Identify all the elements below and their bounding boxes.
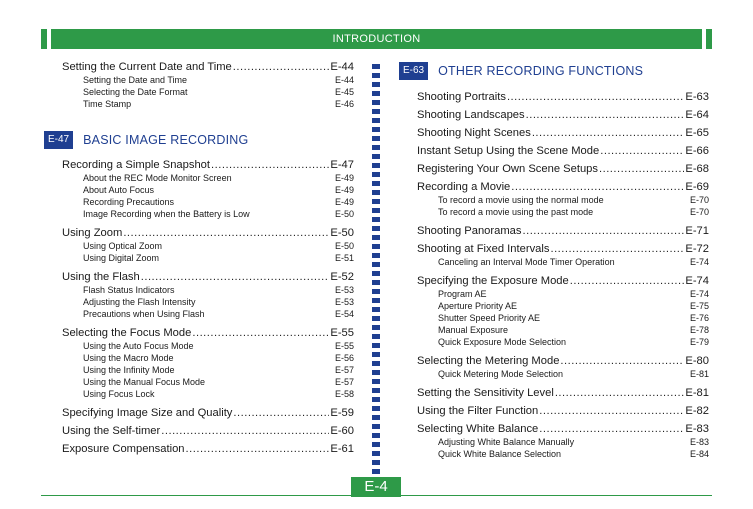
dot-leader (526, 108, 685, 122)
dot-leader (560, 354, 684, 368)
toc-entry-title: Using Focus Lock (83, 389, 155, 399)
toc-subentry[interactable] (62, 208, 354, 220)
toc-page-number: E-64 (685, 109, 709, 121)
toc-entry-title: Selecting the Focus Mode (62, 327, 192, 339)
toc-entry-title: Shooting Portraits (417, 91, 506, 103)
toc-page-number: E-75 (689, 301, 709, 311)
toc-page-number: E-72 (685, 243, 709, 255)
toc-entry-title: To record a movie using the normal mode (438, 195, 604, 205)
toc-entry-title: Using the Infinity Mode (83, 365, 175, 375)
toc-page-number: E-81 (689, 369, 709, 379)
toc-page-number: E-81 (685, 387, 709, 399)
toc-entry-title: Instant Setup Using the Scene Mode (417, 145, 600, 157)
toc-entry[interactable] (417, 108, 709, 122)
toc-entry[interactable] (62, 326, 354, 340)
page-header-title: INTRODUCTION (332, 33, 421, 45)
toc-subentry[interactable] (62, 364, 354, 376)
toc-subentry[interactable] (62, 296, 354, 308)
toc-entry-title: Using the Filter Function (417, 405, 539, 417)
toc-entry-title: Adjusting White Balance Manually (438, 437, 575, 447)
toc-entry-title: Quick Exposure Mode Selection (438, 337, 567, 347)
dot-leader (123, 226, 329, 240)
toc-entry-title: Setting the Date and Time (83, 75, 188, 85)
toc-entry-title: Specifying the Exposure Mode (417, 275, 569, 287)
toc-page-number: E-50 (330, 227, 354, 239)
dot-leader (555, 386, 685, 400)
toc-page-number: E-68 (685, 163, 709, 175)
dot-leader (233, 60, 330, 74)
toc-entry[interactable] (62, 406, 354, 420)
toc-entry[interactable] (417, 422, 709, 436)
toc-entry-title: Shooting Night Scenes (417, 127, 531, 139)
toc-subentry[interactable] (417, 312, 709, 324)
toc-entry-title: Manual Exposure (438, 325, 509, 335)
toc-entry-title: Registering Your Own Scene Setups (417, 163, 598, 175)
section-page-badge: E-63 (399, 62, 428, 80)
toc-subentry[interactable] (417, 300, 709, 312)
section-title: BASIC IMAGE RECORDING (83, 133, 249, 147)
toc-page-number: E-49 (334, 197, 354, 207)
toc-page-number: E-83 (689, 437, 709, 447)
toc-page-number: E-65 (685, 127, 709, 139)
toc-entry-title: Canceling an Interval Mode Timer Operation (438, 257, 615, 267)
toc-subentry[interactable] (417, 288, 709, 300)
toc-entry-title: Setting the Sensitivity Level (417, 387, 554, 399)
toc-entry-title: To record a movie using the past mode (438, 207, 594, 217)
dot-leader (186, 442, 330, 456)
toc-subentry[interactable] (417, 448, 709, 460)
toc-subentry[interactable] (62, 308, 354, 320)
toc-page-number: E-83 (685, 423, 709, 435)
toc-subentry[interactable] (417, 368, 709, 380)
dot-leader (550, 242, 684, 256)
dot-leader (532, 126, 685, 140)
toc-entry[interactable] (417, 386, 709, 400)
dot-leader (522, 224, 684, 238)
dot-leader (511, 180, 684, 194)
toc-entry-title: Selecting the Metering Mode (417, 355, 560, 367)
toc-entry[interactable] (417, 162, 709, 176)
toc-page-number: E-74 (689, 257, 709, 267)
header-bar-left-cap (41, 29, 47, 49)
toc-entry-title: Using Digital Zoom (83, 253, 160, 263)
toc-subentry[interactable] (62, 376, 354, 388)
toc-entry-title: Precautions when Using Flash (83, 309, 205, 319)
toc-entry-title: Recording Precautions (83, 197, 175, 207)
page-number-tab: E-4 (351, 477, 401, 497)
toc-entry-title: About Auto Focus (83, 185, 155, 195)
toc-page-number: E-69 (685, 181, 709, 193)
toc-page-number: E-50 (334, 209, 354, 219)
toc-entry-title: Using the Macro Mode (83, 353, 174, 363)
toc-entry-title: Recording a Movie (417, 181, 511, 193)
dot-leader (233, 406, 329, 420)
toc-page-number: E-76 (689, 313, 709, 323)
toc-entry[interactable] (62, 60, 354, 74)
toc-entry-title: Selecting the Date Format (83, 87, 188, 97)
toc-entry-title: Using the Auto Focus Mode (83, 341, 194, 351)
toc-page-number: E-74 (689, 289, 709, 299)
toc-entry[interactable] (62, 424, 354, 438)
toc-entry[interactable] (417, 242, 709, 256)
toc-entry-title: Program AE (438, 289, 487, 299)
toc-page-number: E-66 (685, 145, 709, 157)
toc-entry-title: Shooting Panoramas (417, 225, 522, 237)
toc-entry-title: Using Zoom (62, 227, 123, 239)
toc-page-number: E-49 (334, 185, 354, 195)
toc-entry-title: Setting the Current Date and Time (62, 61, 232, 73)
toc-page-number: E-78 (689, 325, 709, 335)
dot-leader (600, 144, 684, 158)
toc-page-number: E-52 (330, 271, 354, 283)
toc-page-number: E-47 (330, 159, 354, 171)
toc-entry[interactable] (417, 144, 709, 158)
toc-entry-title: Selecting White Balance (417, 423, 539, 435)
dot-leader (507, 90, 684, 104)
dot-leader (539, 422, 684, 436)
toc-subentry[interactable] (62, 252, 354, 264)
toc-subentry[interactable] (62, 74, 354, 86)
toc-page-number: E-70 (689, 195, 709, 205)
toc-entry-title: Shooting at Fixed Intervals (417, 243, 550, 255)
toc-page-number: E-60 (330, 425, 354, 437)
toc-subentry[interactable] (62, 184, 354, 196)
toc-entry[interactable] (417, 180, 709, 194)
toc-subentry[interactable] (62, 98, 354, 110)
toc-page-number: E-55 (334, 341, 354, 351)
toc-subentry[interactable] (62, 196, 354, 208)
section-page-badge: E-47 (44, 131, 73, 149)
toc-page-number: E-53 (334, 297, 354, 307)
toc-subentry[interactable] (62, 352, 354, 364)
toc-entry[interactable] (417, 354, 709, 368)
dot-leader (599, 162, 684, 176)
toc-page-number: E-54 (334, 309, 354, 319)
toc-entry-title: Shutter Speed Priority AE (438, 313, 541, 323)
toc-entry-title: About the REC Mode Monitor Screen (83, 173, 232, 183)
toc-subentry[interactable] (417, 436, 709, 448)
toc-subentry[interactable] (417, 324, 709, 336)
dot-leader (141, 270, 330, 284)
section-heading-other-recording-functions[interactable] (399, 62, 643, 80)
toc-page-number: E-59 (330, 407, 354, 419)
toc-entry-title: Exposure Compensation (62, 443, 185, 455)
toc-entry-title: Aperture Priority AE (438, 301, 518, 311)
toc-entry[interactable] (62, 270, 354, 284)
toc-entry[interactable] (417, 90, 709, 104)
toc-page-number: E-71 (685, 225, 709, 237)
toc-subentry[interactable] (62, 388, 354, 400)
toc-page-number: E-74 (685, 275, 709, 287)
toc-page-number: E-46 (334, 99, 354, 109)
toc-page-number: E-58 (334, 389, 354, 399)
toc-subentry[interactable] (62, 240, 354, 252)
toc-subentry[interactable] (417, 194, 709, 206)
toc-page-number: E-44 (334, 75, 354, 85)
toc-page-number: E-50 (334, 241, 354, 251)
toc-page-number: E-57 (334, 377, 354, 387)
toc-subentry[interactable] (62, 172, 354, 184)
toc-subentry[interactable] (62, 284, 354, 296)
dot-leader (211, 158, 329, 172)
toc-entry[interactable] (417, 224, 709, 238)
toc-page-number: E-70 (689, 207, 709, 217)
toc-subentry[interactable] (62, 86, 354, 98)
toc-page-number: E-63 (685, 91, 709, 103)
toc-entry[interactable] (62, 158, 354, 172)
toc-page-number: E-49 (334, 173, 354, 183)
dot-leader (192, 326, 329, 340)
toc-entry[interactable] (417, 274, 709, 288)
dot-leader (539, 404, 684, 418)
toc-page-number: E-80 (685, 355, 709, 367)
header-bar (41, 29, 712, 49)
dot-leader (161, 424, 329, 438)
toc-entry-title: Using the Flash (62, 271, 140, 283)
toc-entry[interactable] (417, 404, 709, 418)
toc-entry-title: Recording a Simple Snapshot (62, 159, 211, 171)
toc-entry-title: Shooting Landscapes (417, 109, 525, 121)
toc-page-number: E-56 (334, 353, 354, 363)
toc-subentry[interactable] (417, 206, 709, 218)
dot-leader (570, 274, 685, 288)
toc-subentry[interactable] (417, 336, 709, 348)
toc-page-number: E-61 (330, 443, 354, 455)
toc-page-number: E-79 (689, 337, 709, 347)
toc-entry-title: Flash Status Indicators (83, 285, 175, 295)
toc-entry-title: Using the Self-timer (62, 425, 161, 437)
toc-entry-title: Adjusting the Flash Intensity (83, 297, 196, 307)
toc-entry[interactable] (417, 126, 709, 140)
toc-entry-title: Specifying Image Size and Quality (62, 407, 233, 419)
toc-page-number: E-82 (685, 405, 709, 417)
section-title: OTHER RECORDING FUNCTIONS (438, 64, 644, 78)
toc-entry-title: Using the Manual Focus Mode (83, 377, 206, 387)
toc-entry-title: Quick Metering Mode Selection (438, 369, 564, 379)
toc-page-number: E-84 (689, 449, 709, 459)
toc-page-number: E-57 (334, 365, 354, 375)
toc-entry[interactable] (62, 226, 354, 240)
toc-entry[interactable] (62, 442, 354, 456)
column-divider (372, 64, 380, 474)
toc-subentry[interactable] (62, 340, 354, 352)
toc-entry-title: Quick White Balance Selection (438, 449, 562, 459)
toc-entry-title: Time Stamp (83, 99, 132, 109)
header-bar-right-cap (706, 29, 712, 49)
section-heading-basic-image-recording[interactable] (44, 131, 248, 149)
toc-entry-title: Image Recording when the Battery is Low (83, 209, 250, 219)
toc-page-number: E-44 (330, 61, 354, 73)
toc-page-number: E-51 (334, 253, 354, 263)
toc-page-number: E-45 (334, 87, 354, 97)
toc-subentry[interactable] (417, 256, 709, 268)
toc-entry-title: Using Optical Zoom (83, 241, 163, 251)
toc-page-number: E-53 (334, 285, 354, 295)
toc-page-number: E-55 (330, 327, 354, 339)
